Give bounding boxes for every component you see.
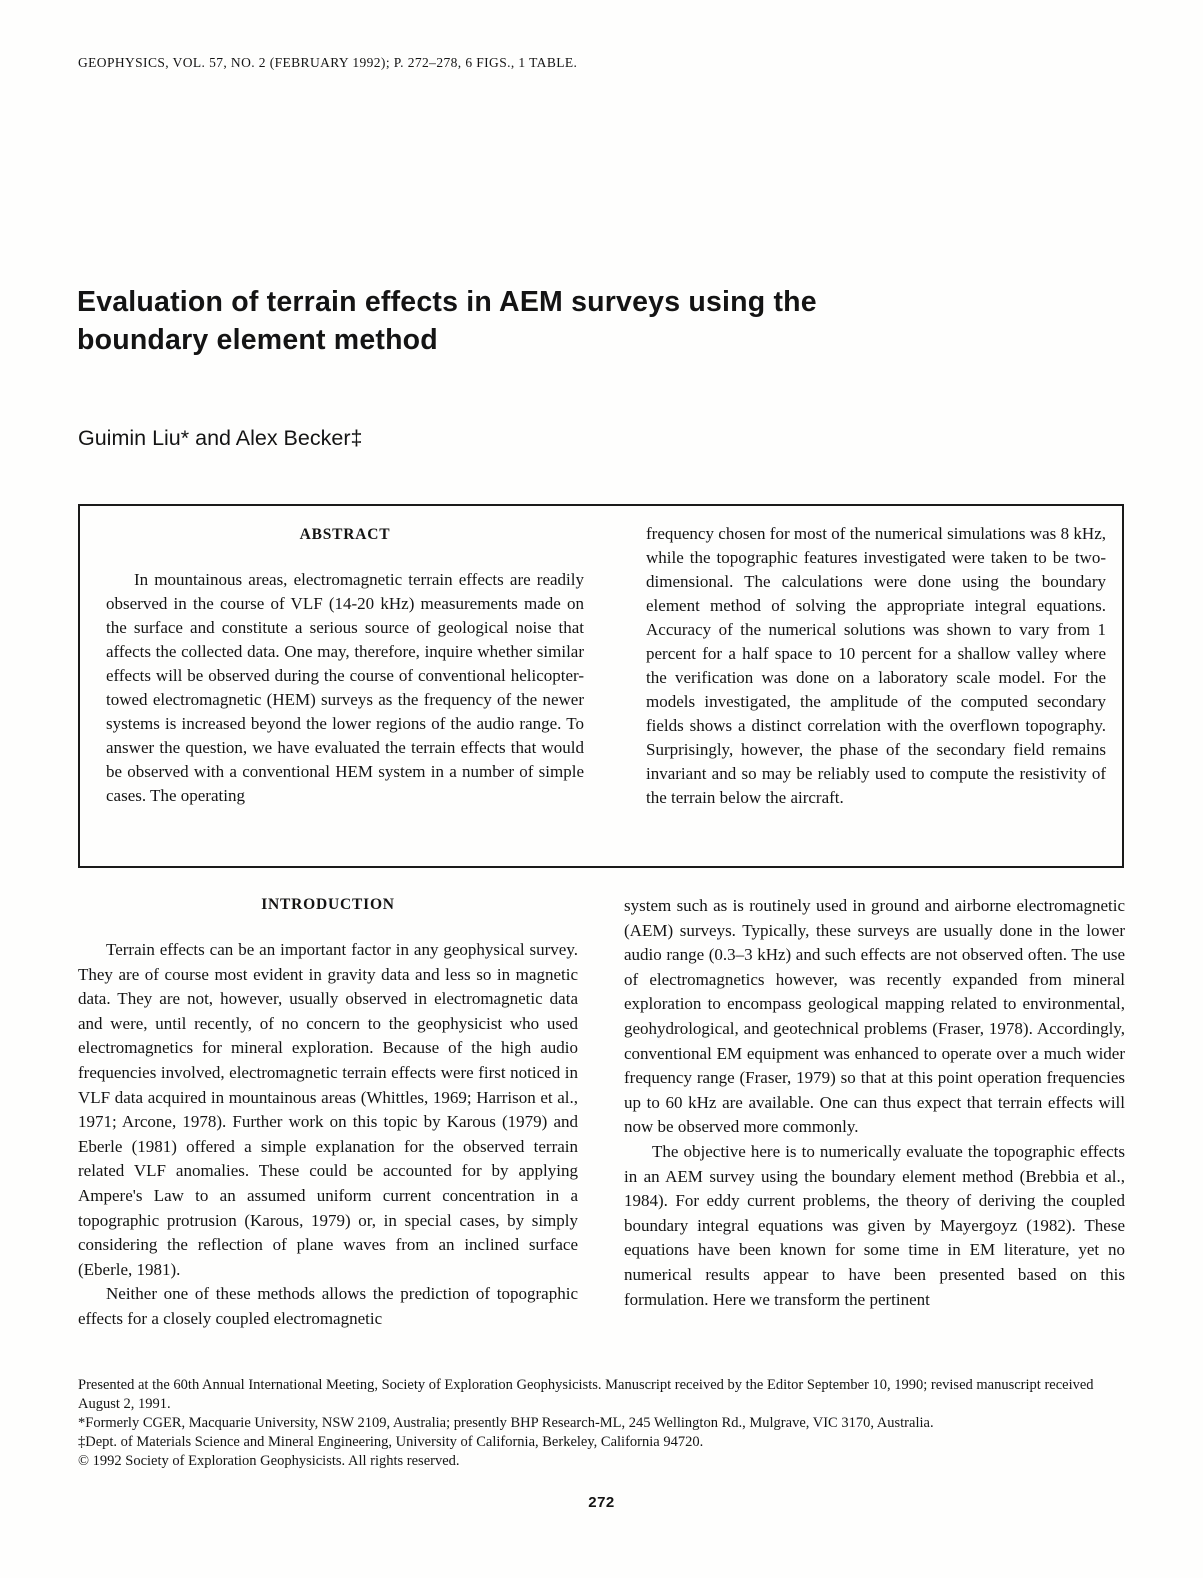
- footnote-author-affiliation-1: *Formerly CGER, Macquarie University, NSW 2109, Australia; presently BHP Research-ML, 245 Wellington Rd., Mulgrave, VIC 3170, Australia.: [78, 1415, 934, 1431]
- footnote-copyright: © 1992 Society of Exploration Geophysicists. All rights reserved.: [78, 1453, 460, 1469]
- journal-citation-line: GEOPHYSICS, VOL. 57, NO. 2 (FEBRUARY 1992); P. 272–278, 6 FIGS., 1 TABLE.: [78, 55, 578, 70]
- footnote-author-affiliation-2: ‡Dept. of Materials Science and Mineral Engineering, University of California, Berkeley, California 94720.: [78, 1434, 704, 1450]
- introduction-heading: INTRODUCTION: [261, 896, 395, 913]
- footnote-presented: Presented at the 60th Annual International Meeting, Society of Exploration Geophysicists. Manuscript received by the Editor September 10, 1990; revised manuscript received August 2, 1991.: [78, 1377, 1094, 1412]
- abstract-box: [78, 504, 1124, 868]
- intro-right-paragraph-1: system such as is routinely used in ground and airborne electromagnetic (AEM) surveys. Typically, these surveys are usually done in the lower audio range (0.3–3 kHz) and such effects are not observed often. The use of electromagnetics however, was recently expanded from mineral exploration to encompass geological mapping related to environmental, geohydrological, and geotechnical problems (Fraser, 1978). Accordingly, conventional EM equipment was enhanced to operate over a much wider frequency range (Fraser, 1979) so that at this point operation frequencies up to 60 kHz are available. One can thus expect that terrain effects will now be observed more commonly.: [624, 896, 1125, 1137]
- page-number: 272: [588, 1494, 615, 1511]
- abstract-right-column: [646, 522, 1106, 810]
- intro-right-paragraph-2: The objective here is to numerically evaluate the topographic effects in an AEM survey using the boundary element method (Brebbia et al., 1984). For eddy current problems, the theory of deriving the coupled boundary integral equations was given by Mayergoyz (1982). These equations have been known for some time in EM literature, yet no numerical results appear to have been presented based on this formulation. Here we transform the pertinent: [624, 1141, 1125, 1309]
- body-left-column: [78, 938, 578, 1358]
- authors-line: Guimin Liu* and Alex Becker‡: [78, 426, 363, 450]
- abstract-right-text: frequency chosen for most of the numerical simulations was 8 kHz, while the topographic features investigated were taken to be two-dimensional. The calculations were done using the boundary element method of solving the appropriate integral equations. Accuracy of the numerical solutions was shown to vary from 1 percent for a half space to 10 percent for a shallow valley where the verification was done on a laboratory scale model. For the models investigated, the amplitude of the computed secondary fields shows a distinct correlation with the overflown topography. Surprisingly, however, the phase of the secondary field remains invariant and so may be reliably used to compute the resistivity of the terrain below the aircraft.: [646, 524, 1106, 807]
- body-right-column: [624, 894, 1125, 1358]
- abstract-heading: ABSTRACT: [299, 526, 391, 543]
- intro-left-paragraph-1: Terrain effects can be an important factor in any geophysical survey. They are of course most evident in gravity data and less so in magnetic data. They are not, however, usually observed in electromagnetic data and were, until recently, of no concern to the geophysicist who used electromagnetics for mineral exploration. Because of the high audio frequencies involved, electromagnetic terrain effects were first noticed in VLF data acquired in mountainous areas (Whittles, 1969; Harrison et al., 1971; Arcone, 1978). Further work on this topic by Karous (1979) and Eberle (1981) offered a simple explanation for the observed terrain related VLF anomalies. These could be accounted for by applying Ampere's Law to an assumed uniform current concentration in a topographic protrusion (Karous, 1979) or, in special cases, by simply considering the reflection of plane waves from an inclined surface (Eberle, 1981).: [78, 940, 578, 1279]
- abstract-left-text: In mountainous areas, electromagnetic terrain effects are readily observed in the course of VLF (14-20 kHz) measurements made on the surface and constitute a serious source of geological noise that affects the collected data. One may, therefore, inquire whether similar effects will be observed during the course of conventional helicopter-towed electromagnetic (HEM) surveys as the frequency of the newer systems is increased beyond the lower regions of the audio range. To answer the question, we have evaluated the terrain effects that would be observed with a conventional HEM system in a number of simple cases. The operating: [106, 570, 584, 805]
- abstract-left-column: [106, 526, 584, 808]
- footnotes-block: [78, 1376, 1126, 1471]
- intro-left-paragraph-2: Neither one of these methods allows the prediction of topographic effects for a closely coupled electromagnetic: [78, 1284, 578, 1328]
- paper-title: Evaluation of terrain effects in AEM surveys using the boundary element method: [77, 286, 817, 356]
